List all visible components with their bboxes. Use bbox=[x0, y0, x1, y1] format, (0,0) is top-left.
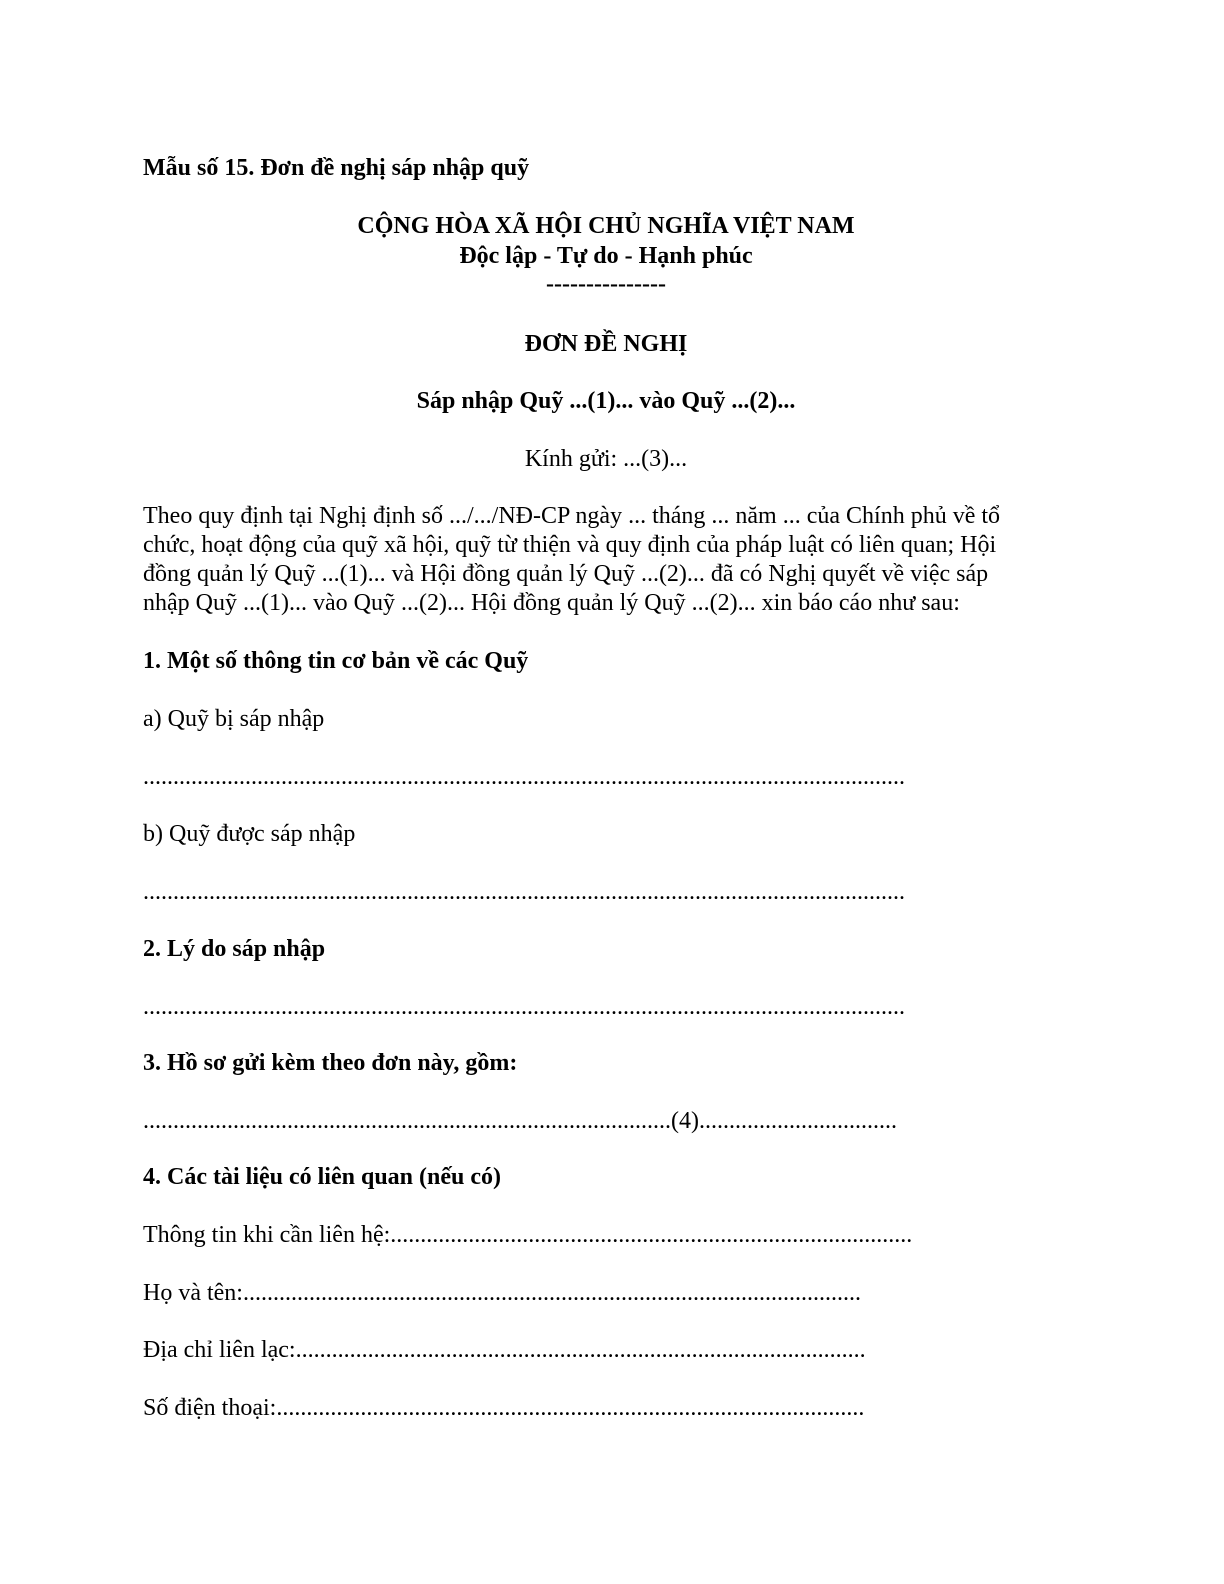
section4-heading: 4. Các tài liệu có liên quan (nếu có) bbox=[143, 1164, 501, 1190]
contact-phone-field[interactable]: Số điện thoại:.................................................................................................. bbox=[143, 1395, 865, 1421]
intro-line: đồng quản lý Quỹ ...(1)... và Hội đồng quản lý Quỹ ...(2)... đã có Nghị quyết về việc sáp bbox=[143, 561, 989, 587]
section3-heading: 3. Hồ sơ gửi kèm theo đơn này, gồm: bbox=[143, 1050, 518, 1076]
recipient: Kính gửi: ...(3)... bbox=[524, 446, 688, 472]
contact-name-field[interactable]: Họ và tên:....................................................................................................... bbox=[143, 1280, 861, 1306]
section1-item-b-blank[interactable]: ............................................................................................................................... bbox=[143, 879, 905, 905]
document-subtitle: Sáp nhập Quỹ ...(1)... vào Quỹ ...(2)... bbox=[416, 388, 796, 414]
document-title: ĐƠN ĐỀ NGHỊ bbox=[524, 331, 688, 357]
intro-line: chức, hoạt động của quỹ xã hội, quỹ từ thiện và quy định của pháp luật có liên quan; Hội bbox=[143, 532, 997, 558]
header-separator: --------------- bbox=[546, 271, 666, 297]
section1-item-b: b) Quỹ được sáp nhập bbox=[143, 821, 356, 847]
section2-blank[interactable]: ............................................................................................................................... bbox=[143, 994, 905, 1020]
intro-line: nhập Quỹ ...(1)... vào Quỹ ...(2)... Hội đồng quản lý Quỹ ...(2)... xin báo cáo như sau: bbox=[143, 590, 960, 616]
intro-line: Theo quy định tại Nghị định số .../.../NĐ-CP ngày ... tháng ... năm ... của Chính phủ về tổ bbox=[143, 503, 1001, 529]
section1-item-a-blank[interactable]: ............................................................................................................................... bbox=[143, 764, 905, 790]
motto: Độc lập - Tự do - Hạnh phúc bbox=[459, 243, 753, 269]
section2-heading: 2. Lý do sáp nhập bbox=[143, 936, 326, 962]
section1-item-a: a) Quỹ bị sáp nhập bbox=[143, 706, 325, 732]
country-header: CỘNG HÒA XÃ HỘI CHỦ NGHĨA VIỆT NAM bbox=[357, 213, 855, 239]
intro-paragraph bbox=[143, 502, 1073, 618]
contact-info-field[interactable]: Thông tin khi cần liên hệ:....................................................................................... bbox=[143, 1222, 913, 1248]
form-title: Mẫu số 15. Đơn đề nghị sáp nhập quỹ bbox=[143, 155, 530, 181]
section1-heading: 1. Một số thông tin cơ bản về các Quỹ bbox=[143, 648, 529, 674]
section3-blank[interactable]: ........................................................................................(4)................................. bbox=[143, 1108, 897, 1134]
contact-address-field[interactable]: Địa chỉ liên lạc:............................................................................................... bbox=[143, 1337, 866, 1363]
